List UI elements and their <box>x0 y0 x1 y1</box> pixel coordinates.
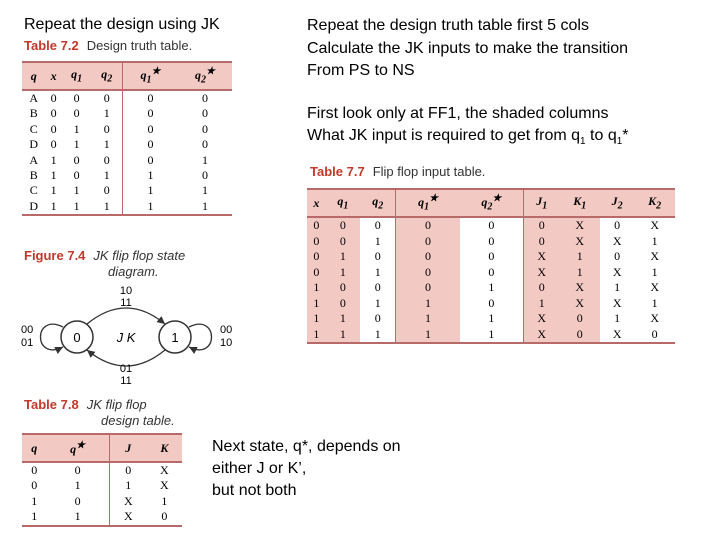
table-cell: 0 <box>374 311 381 325</box>
table-cell: 1 <box>201 183 208 198</box>
col-q2-star: $q_2^★$ <box>178 62 232 90</box>
table-cell: 1 <box>73 137 80 152</box>
table-cell: 0 <box>559 327 600 344</box>
table-cell: 1 <box>307 327 326 344</box>
table-cell: X <box>524 265 560 281</box>
table-cell: X <box>612 233 622 248</box>
table-cell: 1 <box>178 199 232 215</box>
table-cell: 0 <box>614 218 621 232</box>
table-cell: C <box>29 121 38 136</box>
table-cell: 0 <box>307 234 326 250</box>
table-cell: 0 <box>50 91 57 105</box>
table-cell: 0 <box>123 137 178 152</box>
table-cell: 1 <box>307 311 326 327</box>
table-header-row <box>307 189 675 217</box>
table-row <box>22 168 232 183</box>
table-cell: 0 <box>488 295 495 310</box>
bottom-note-line-2: either J or K’, <box>212 460 307 477</box>
jk-design-table <box>22 433 182 527</box>
table-cell: 0 <box>201 121 208 136</box>
table-cell: X <box>559 217 600 234</box>
table-cell: 1 <box>460 327 524 344</box>
col-q2: $q_2$ <box>91 62 122 90</box>
table-cell: 0 <box>396 217 460 234</box>
table-cell: 0 <box>614 249 621 263</box>
table-cell: 1 <box>74 478 81 493</box>
table-cell: 0 <box>374 249 381 263</box>
table-cell: 0 <box>73 91 80 105</box>
table-cell: X <box>524 327 560 344</box>
table-cell: 0 <box>201 168 208 183</box>
col-q2: $q_2$ <box>360 189 396 217</box>
table-row <box>307 296 675 312</box>
table-cell: 1 <box>50 183 57 198</box>
table-cell: 1 <box>201 152 208 167</box>
table-cell: 1 <box>374 264 381 279</box>
self-loop-1 <box>189 324 212 350</box>
table-cell: 1 <box>31 493 38 508</box>
table-cell: 0 <box>73 152 80 167</box>
table-cell: 1 <box>62 199 92 215</box>
col-k1: $K_1$ <box>559 189 600 217</box>
design-truth-table <box>22 61 232 216</box>
table72-label: Table 7.2 <box>24 38 79 53</box>
table-row <box>307 265 675 281</box>
table-cell: 0 <box>326 296 360 312</box>
col-q: q <box>22 62 45 90</box>
table-cell: 1 <box>307 296 326 312</box>
bottom-note-line-3: but not both <box>212 482 297 499</box>
table-cell: 0 <box>123 90 178 106</box>
table-row <box>307 234 675 250</box>
table-cell: 1 <box>73 121 80 136</box>
table-row <box>307 327 675 344</box>
table-cell: 0 <box>634 327 675 344</box>
table78-label: Table 7.8 <box>24 397 79 412</box>
table-cell: 1 <box>123 199 178 215</box>
table-cell: 0 <box>396 280 460 296</box>
table-cell: 0 <box>201 91 208 105</box>
table-cell: X <box>524 249 560 265</box>
table-row <box>22 199 232 215</box>
table-cell: 0 <box>123 153 178 168</box>
table-cell: 0 <box>488 249 495 263</box>
table-cell: 1 <box>396 296 460 312</box>
table-cell: X <box>109 509 146 525</box>
table-cell: 1 <box>396 311 460 327</box>
table78-caption: Table 7.8 JK flip flop <box>24 397 147 412</box>
table-cell: 0 <box>50 137 57 152</box>
table-cell: 1 <box>161 493 168 508</box>
table-cell: 1 <box>109 478 146 493</box>
table-row <box>22 90 232 106</box>
table-cell: 1 <box>374 295 381 310</box>
table-row <box>307 249 675 265</box>
table-cell: X <box>160 478 169 493</box>
table-cell: X <box>612 295 622 310</box>
table-cell: 1 <box>22 509 46 525</box>
table-cell: D <box>22 199 45 215</box>
state-1-label: 1 <box>171 330 179 345</box>
col-q-star: q★ <box>46 434 109 462</box>
table-cell: 1 <box>651 295 658 310</box>
table-cell: 0 <box>488 264 495 279</box>
table-row <box>307 280 675 296</box>
table-cell: 1 <box>50 152 57 167</box>
table77-label: Table 7.7 <box>310 164 365 179</box>
jk-state-diagram <box>15 282 245 392</box>
table-cell: 0 <box>374 280 381 294</box>
self-loop-0 <box>41 324 64 350</box>
table-cell: 0 <box>326 280 360 296</box>
table-cell: 0 <box>326 217 360 234</box>
table-cell: 1 <box>73 183 80 198</box>
col-q1: $q_1$ <box>326 189 360 217</box>
instruction-line-3: From PS to NS <box>307 62 415 79</box>
table-cell: 0 <box>74 463 81 477</box>
table-cell: 1 <box>396 327 460 344</box>
table-cell: 1 <box>559 249 600 265</box>
left-label-1: 00 <box>21 324 34 336</box>
table-cell: 1 <box>307 280 326 296</box>
table-cell: 1 <box>91 199 122 215</box>
right-label-2: 10 <box>220 337 233 349</box>
table-cell: 1 <box>524 296 560 312</box>
table-cell: 0 <box>123 122 178 137</box>
table-cell: 0 <box>147 509 182 525</box>
instruction-line-1: Repeat the design truth table first 5 cols <box>307 17 589 34</box>
table-row <box>22 106 232 121</box>
table-cell: 1 <box>103 106 110 121</box>
table-cell: 1 <box>123 168 178 183</box>
table-row <box>22 183 232 198</box>
table-header-row <box>22 62 232 90</box>
table-cell: 1 <box>651 233 658 248</box>
table-cell: 1 <box>50 168 57 183</box>
left-title: Repeat the design using JK <box>24 16 220 33</box>
table-cell: 0 <box>307 265 326 281</box>
table-cell: 0 <box>307 217 326 234</box>
table-cell: X <box>559 280 600 296</box>
table78-caption-line2: design table. <box>101 413 175 428</box>
table-cell: 1 <box>614 311 621 325</box>
col-x: x <box>307 189 326 217</box>
table-cell: 1 <box>651 264 658 279</box>
col-k2: $K_2$ <box>634 189 675 217</box>
table-row <box>22 137 232 152</box>
table-cell: 0 <box>524 234 560 250</box>
table77-caption: Table 7.7 Flip flop input table. <box>310 164 486 179</box>
table-cell: 0 <box>31 463 38 477</box>
bottom-label-2: 11 <box>120 375 132 387</box>
table-cell: X <box>650 311 659 325</box>
col-q1-star: $q_1^★$ <box>396 189 460 217</box>
table-cell: A <box>29 91 39 105</box>
table-cell: 1 <box>123 183 178 198</box>
table-cell: 0 <box>73 168 80 183</box>
table-cell: 0 <box>396 249 460 265</box>
table-row <box>307 311 675 327</box>
table-cell: 1 <box>326 327 360 344</box>
table-cell: 1 <box>46 509 109 525</box>
col-q2-star: $q_2^★$ <box>460 189 524 217</box>
table-cell: X <box>524 311 560 327</box>
table-cell: 1 <box>103 137 110 152</box>
table-cell: X <box>650 280 659 294</box>
table72-caption: Table 7.2 Design truth table. <box>24 38 193 53</box>
table-cell: 0 <box>201 137 208 152</box>
table-cell: 0 <box>559 311 600 327</box>
table-cell: 0 <box>524 280 560 296</box>
col-j1: $J_1$ <box>524 189 560 217</box>
table-cell: 1 <box>326 265 360 281</box>
table-cell: 0 <box>307 249 326 265</box>
table-cell: 0 <box>396 265 460 281</box>
table-cell: 1 <box>360 327 396 344</box>
table-cell: A <box>29 152 39 167</box>
left-label-2: 01 <box>21 337 34 349</box>
table-cell: 0 <box>74 493 81 508</box>
table-cell: 0 <box>73 106 80 121</box>
col-k: K <box>147 434 182 462</box>
table-row <box>22 509 182 525</box>
flip-flop-input-table <box>307 188 675 344</box>
table-cell: 0 <box>524 217 560 234</box>
table-cell: X <box>160 463 169 477</box>
table-cell: D <box>29 137 39 152</box>
table-cell: X <box>612 264 622 279</box>
table-cell: X <box>650 249 659 263</box>
table-cell: 0 <box>103 121 110 136</box>
table-cell: 1 <box>326 249 360 265</box>
table-cell: 0 <box>109 462 146 478</box>
table-cell: 1 <box>103 168 110 183</box>
state-0-label: 0 <box>73 330 81 345</box>
col-q1: $q_1$ <box>62 62 92 90</box>
table-cell: 0 <box>396 234 460 250</box>
table-cell: X <box>600 327 634 344</box>
table-cell: 1 <box>326 311 360 327</box>
table-cell: 1 <box>45 199 61 215</box>
figure74-label: Figure 7.4 <box>24 248 86 263</box>
table-cell: 0 <box>31 478 38 493</box>
table-cell: X <box>109 494 146 509</box>
col-x: x <box>45 62 61 90</box>
table-cell: X <box>559 296 600 312</box>
table-cell: C <box>29 183 38 198</box>
bottom-note-line-1: Next state, q*, depends on <box>212 438 401 455</box>
table-cell: B <box>29 168 38 183</box>
table-cell: 0 <box>50 106 57 121</box>
transition-0-to-1 <box>87 308 165 324</box>
table-cell: 0 <box>103 91 110 105</box>
bottom-label-1: 01 <box>119 363 133 375</box>
table-cell: 0 <box>103 183 110 198</box>
top-label-2: 11 <box>120 297 132 309</box>
table-cell: 0 <box>488 218 495 232</box>
table-row <box>22 478 182 493</box>
table-cell: 0 <box>201 106 208 121</box>
table-row <box>22 494 182 509</box>
table-row <box>22 122 232 137</box>
top-label-1: 10 <box>119 285 133 297</box>
table-cell: X <box>650 218 659 232</box>
table-cell: X <box>559 234 600 250</box>
table-cell: 1 <box>559 265 600 281</box>
instruction-line-2: Calculate the JK inputs to make the transition <box>307 40 629 57</box>
table-row <box>22 462 182 478</box>
table-cell: 0 <box>326 234 360 250</box>
table-cell: B <box>29 106 38 121</box>
instruction-line-5: What JK input is required to get from $q_1$ to $q_1*$ <box>307 127 629 148</box>
instruction-line-4: First look only at FF1, the shaded columns <box>307 105 609 122</box>
right-label-1: 00 <box>220 324 233 336</box>
table-cell: 0 <box>123 106 178 121</box>
table-cell: 0 <box>103 152 110 167</box>
table-cell: 0 <box>488 233 495 248</box>
col-j2: $J_2$ <box>600 189 634 217</box>
table-row <box>22 153 232 168</box>
col-q: q <box>22 434 46 462</box>
col-j: J <box>109 434 146 462</box>
table-header-row <box>22 434 182 462</box>
col-q1-star: $q_1^★$ <box>123 62 178 90</box>
table-cell: 0 <box>374 218 381 232</box>
table-row <box>307 217 675 234</box>
table-cell: 1 <box>614 280 621 294</box>
table-cell: 1 <box>488 280 495 294</box>
figure74-caption-line2: diagram. <box>108 264 159 279</box>
table-cell: 1 <box>374 233 381 248</box>
jk-center-label: J K <box>116 330 136 345</box>
table-cell: 0 <box>50 121 57 136</box>
table-cell: 1 <box>488 311 495 325</box>
figure74-caption: Figure 7.4 JK flip flop state <box>24 248 186 263</box>
